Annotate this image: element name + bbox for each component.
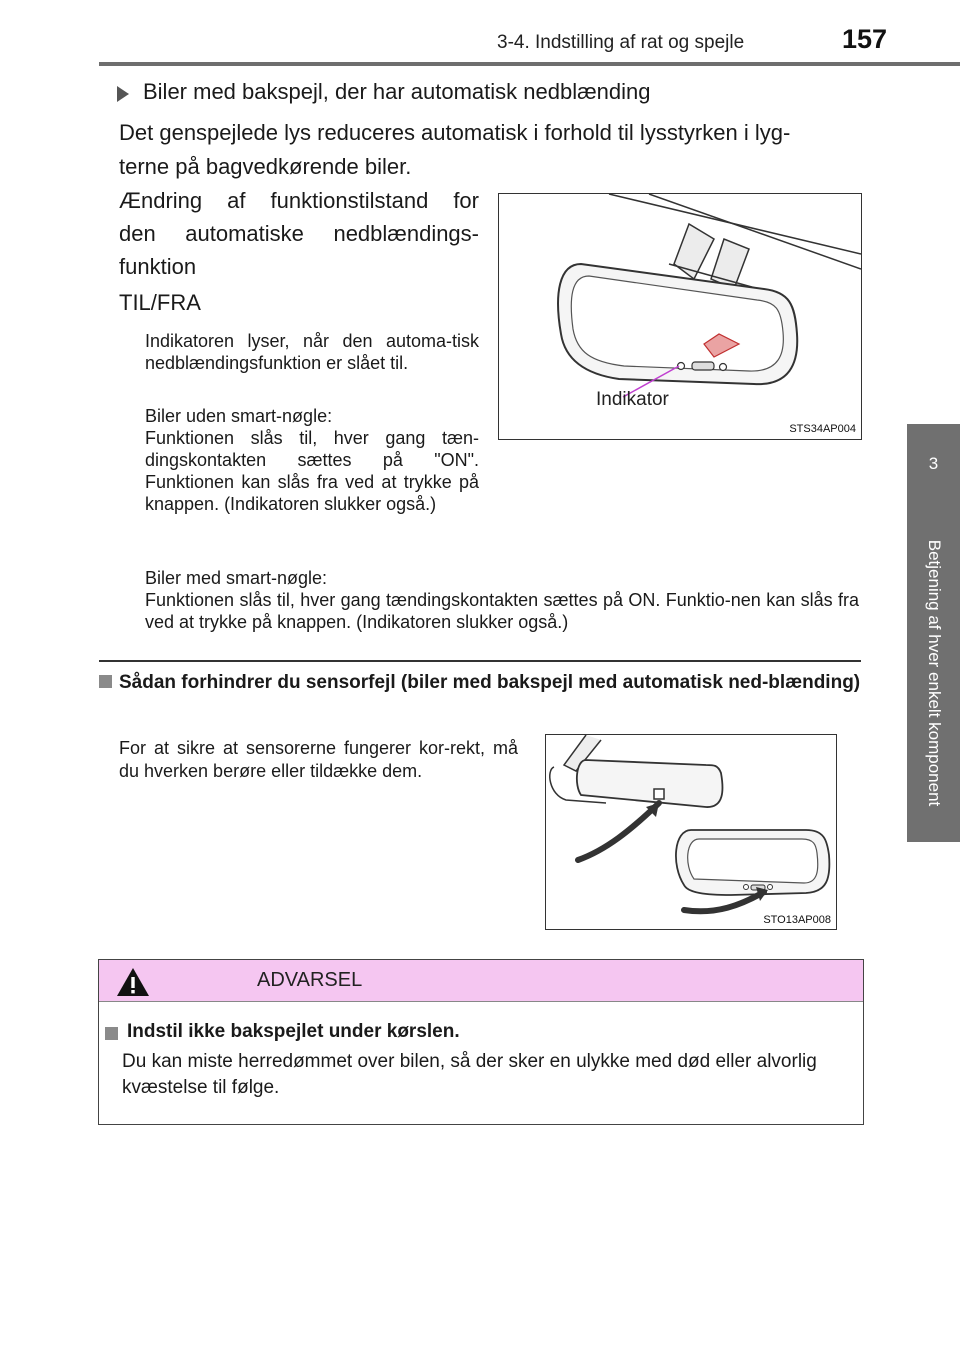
mirror-illustration (499, 194, 861, 439)
intro-paragraph-line2: terne på bagvedkørende biler. (119, 154, 412, 179)
figure-code: STS34AP004 (789, 423, 856, 435)
figure-mirror-sensors (545, 734, 837, 930)
smart-key-label: Biler med smart-nøgle: (145, 568, 328, 588)
subsection-heading: Biler med bakspejl, der har automatisk nedblænding (143, 79, 651, 104)
indicator-note: Indikatoren lyser, når den automa-tisk nedblændingsfunktion er slået til. (145, 331, 479, 373)
running-header-section: 3-4. Indstilling af rat og spejle (497, 32, 745, 53)
intro-paragraph-line1: Det genspejlede lys reduceres automatisk i forhold til lysstyrken i lyg- (119, 120, 791, 145)
indicator-callout: Indikator (596, 389, 669, 410)
triangle-bullet-icon (117, 86, 129, 102)
figure-code: STO13AP008 (763, 914, 831, 926)
mirror-sensors-illustration (546, 735, 836, 929)
page-number: 157 (842, 24, 888, 54)
figure-mirror-indicator (498, 193, 862, 440)
warning-triangle-icon (116, 967, 150, 997)
sensor-section-text: For at sikre at sensorerne fungerer kor-rekt, må du hverken berøre eller tildække dem. (119, 738, 518, 781)
no-smart-key-text: Funktionen slås til, hver gang tæn-dingskontakten sættes på "ON". Funktionen kan slås fra ved at trykke på knappen. (Indikatoren slukker også.) (145, 428, 479, 514)
mode-change-line2: den automatiske nedblændings- (119, 221, 479, 246)
smart-key-text: Funktionen slås til, hver gang tændingskontakten sættes på ON. Funktio-nen kan slås fra ved at trykke på knappen. (Indikatoren slukker også.) (145, 590, 859, 632)
warning-box (98, 959, 864, 1125)
warning-heading: Indstil ikke bakspejlet under kørslen. (127, 1021, 460, 1042)
no-smart-key-label: Biler uden smart-nøgle: (145, 406, 333, 426)
warning-text: Du kan miste herredømmet over bilen, så der sker en ulykke med død eller alvorlig kvæstelse til følge. (122, 1051, 817, 1098)
chapter-number: 3 (928, 454, 939, 473)
square-bullet-icon (99, 675, 112, 688)
section-divider (99, 660, 861, 662)
mode-change-heading (119, 184, 479, 283)
chapter-title-tab (907, 504, 960, 842)
chapter-number-tab (907, 424, 960, 504)
intro-paragraph (119, 116, 859, 184)
square-bullet-icon (105, 1027, 118, 1040)
mode-change-line1: Ændring af funktionstilstand for (119, 188, 479, 213)
warning-title: ADVARSEL (257, 969, 363, 991)
warning-header-band (99, 960, 863, 1002)
mode-change-line3: funktion (119, 254, 197, 279)
chapter-title: Betjening af hver enkelt komponent (924, 539, 944, 807)
header-rule (99, 62, 960, 66)
toggle-label: TIL/FRA (119, 290, 201, 315)
sensor-section-heading: Sådan forhindrer du sensorfejl (biler med bakspejl med automatisk ned-blænding) (119, 672, 861, 693)
